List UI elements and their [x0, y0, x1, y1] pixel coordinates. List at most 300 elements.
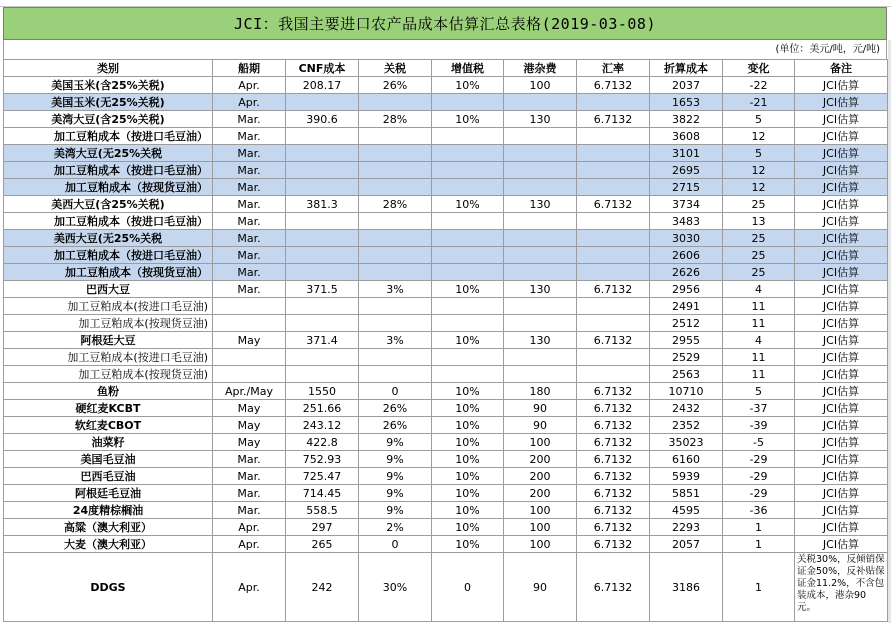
- cell-exchange-rate[interactable]: [577, 264, 650, 281]
- cell-cnf-cost[interactable]: [286, 349, 359, 366]
- cell-change[interactable]: 5: [723, 111, 795, 128]
- cell-tariff[interactable]: 28%: [359, 196, 432, 213]
- cell-port-fee[interactable]: [504, 94, 577, 111]
- cell-port-fee[interactable]: [504, 247, 577, 264]
- cell-remarks[interactable]: JCI估算: [795, 298, 888, 315]
- cell-remarks[interactable]: JCI估算: [795, 536, 888, 553]
- cell-cnf-cost[interactable]: 422.8: [286, 434, 359, 451]
- cell-cnf-cost[interactable]: [286, 264, 359, 281]
- cell-cnf-cost[interactable]: 242: [286, 553, 359, 622]
- cell-tariff[interactable]: 3%: [359, 332, 432, 349]
- cell-exchange-rate[interactable]: 6.7132: [577, 281, 650, 298]
- cell-tariff[interactable]: [359, 264, 432, 281]
- cell-remarks[interactable]: JCI估算: [795, 332, 888, 349]
- cell-remarks[interactable]: JCI估算: [795, 451, 888, 468]
- cell-converted-cost[interactable]: 2037: [650, 77, 723, 94]
- cell-exchange-rate[interactable]: [577, 94, 650, 111]
- cell-shipment[interactable]: May: [213, 417, 286, 434]
- cell-cnf-cost[interactable]: 208.17: [286, 77, 359, 94]
- cell-exchange-rate[interactable]: 6.7132: [577, 434, 650, 451]
- cell-category[interactable]: 美湾大豆(含25%关税): [4, 111, 213, 128]
- cell-port-fee[interactable]: 100: [504, 519, 577, 536]
- cell-tariff[interactable]: 2%: [359, 519, 432, 536]
- cell-category[interactable]: 加工豆粕成本（按现货豆油）: [4, 179, 213, 196]
- cell-cnf-cost[interactable]: [286, 162, 359, 179]
- cell-shipment[interactable]: Apr.: [213, 553, 286, 622]
- cell-remarks[interactable]: JCI估算: [795, 349, 888, 366]
- cell-port-fee[interactable]: 200: [504, 485, 577, 502]
- cell-exchange-rate[interactable]: 6.7132: [577, 519, 650, 536]
- cell-vat[interactable]: 10%: [432, 196, 504, 213]
- cell-remarks[interactable]: JCI估算: [795, 128, 888, 145]
- cell-shipment[interactable]: Mar.: [213, 451, 286, 468]
- cell-shipment[interactable]: Mar.: [213, 213, 286, 230]
- cell-tariff[interactable]: [359, 366, 432, 383]
- cell-tariff[interactable]: 9%: [359, 451, 432, 468]
- cell-exchange-rate[interactable]: [577, 230, 650, 247]
- cell-converted-cost[interactable]: 3186: [650, 553, 723, 622]
- cell-shipment[interactable]: Mar.: [213, 468, 286, 485]
- cell-exchange-rate[interactable]: 6.7132: [577, 383, 650, 400]
- cell-port-fee[interactable]: [504, 162, 577, 179]
- cell-category[interactable]: 加工豆粕成本（按现货豆油）: [4, 264, 213, 281]
- cell-shipment[interactable]: Mar.: [213, 485, 286, 502]
- cell-port-fee[interactable]: [504, 179, 577, 196]
- cell-tariff[interactable]: [359, 247, 432, 264]
- cell-category[interactable]: 加工豆粕成本（按进口毛豆油）: [4, 128, 213, 145]
- cell-remarks[interactable]: JCI估算: [795, 519, 888, 536]
- cell-tariff[interactable]: [359, 298, 432, 315]
- cell-cnf-cost[interactable]: [286, 179, 359, 196]
- cell-port-fee[interactable]: [504, 145, 577, 162]
- cell-vat[interactable]: 0: [432, 553, 504, 622]
- cell-cnf-cost[interactable]: [286, 366, 359, 383]
- cell-category[interactable]: 美国玉米(无25%关税): [4, 94, 213, 111]
- cell-converted-cost[interactable]: 6160: [650, 451, 723, 468]
- cell-port-fee[interactable]: 100: [504, 502, 577, 519]
- cell-change[interactable]: 12: [723, 128, 795, 145]
- cell-change[interactable]: 11: [723, 349, 795, 366]
- cell-change[interactable]: 25: [723, 247, 795, 264]
- cell-converted-cost[interactable]: 3483: [650, 213, 723, 230]
- cell-tariff[interactable]: 26%: [359, 77, 432, 94]
- cell-tariff[interactable]: 9%: [359, 485, 432, 502]
- cell-tariff[interactable]: [359, 128, 432, 145]
- cell-port-fee[interactable]: [504, 366, 577, 383]
- cell-converted-cost[interactable]: 2512: [650, 315, 723, 332]
- cell-port-fee[interactable]: [504, 298, 577, 315]
- cell-converted-cost[interactable]: 2626: [650, 264, 723, 281]
- cell-category[interactable]: 鱼粉: [4, 383, 213, 400]
- cell-converted-cost[interactable]: 5851: [650, 485, 723, 502]
- cell-vat[interactable]: 10%: [432, 502, 504, 519]
- cell-converted-cost[interactable]: 3734: [650, 196, 723, 213]
- cell-exchange-rate[interactable]: [577, 247, 650, 264]
- cell-shipment[interactable]: Mar.: [213, 179, 286, 196]
- cell-shipment[interactable]: Mar.: [213, 502, 286, 519]
- cell-tariff[interactable]: [359, 162, 432, 179]
- cell-category[interactable]: 加工豆粕成本（按进口毛豆油）: [4, 247, 213, 264]
- cell-port-fee[interactable]: 100: [504, 434, 577, 451]
- cell-converted-cost[interactable]: 2432: [650, 400, 723, 417]
- cell-port-fee[interactable]: 90: [504, 553, 577, 622]
- cell-exchange-rate[interactable]: 6.7132: [577, 553, 650, 622]
- cell-exchange-rate[interactable]: 6.7132: [577, 332, 650, 349]
- cell-cnf-cost[interactable]: [286, 213, 359, 230]
- cell-shipment[interactable]: [213, 298, 286, 315]
- cell-tariff[interactable]: 9%: [359, 468, 432, 485]
- cell-exchange-rate[interactable]: 6.7132: [577, 502, 650, 519]
- cell-remarks[interactable]: JCI估算: [795, 485, 888, 502]
- cell-converted-cost[interactable]: 4595: [650, 502, 723, 519]
- cell-exchange-rate[interactable]: [577, 213, 650, 230]
- cell-remarks[interactable]: JCI估算: [795, 213, 888, 230]
- cell-remarks[interactable]: JCI估算: [795, 145, 888, 162]
- cell-change[interactable]: -29: [723, 468, 795, 485]
- header-converted-cost[interactable]: 折算成本: [650, 60, 723, 77]
- cell-shipment[interactable]: Mar.: [213, 196, 286, 213]
- cell-converted-cost[interactable]: 2057: [650, 536, 723, 553]
- cell-cnf-cost[interactable]: [286, 145, 359, 162]
- cell-cnf-cost[interactable]: [286, 298, 359, 315]
- cell-shipment[interactable]: May: [213, 332, 286, 349]
- cell-tariff[interactable]: 9%: [359, 434, 432, 451]
- cell-change[interactable]: 4: [723, 281, 795, 298]
- cell-tariff[interactable]: 30%: [359, 553, 432, 622]
- cell-shipment[interactable]: Apr.: [213, 94, 286, 111]
- cell-port-fee[interactable]: [504, 230, 577, 247]
- cell-change[interactable]: 25: [723, 196, 795, 213]
- cell-shipment[interactable]: Apr.: [213, 77, 286, 94]
- cell-category[interactable]: 美国玉米(含25%关税): [4, 77, 213, 94]
- cell-cnf-cost[interactable]: 1550: [286, 383, 359, 400]
- cell-shipment[interactable]: Mar.: [213, 264, 286, 281]
- cell-change[interactable]: -36: [723, 502, 795, 519]
- cell-remarks[interactable]: 关税30%，反倾销保证金50%，反补贴保证金11.2%，不含包装成本，港杂90元。: [795, 553, 888, 622]
- cell-converted-cost[interactable]: 2695: [650, 162, 723, 179]
- cell-shipment[interactable]: [213, 349, 286, 366]
- cell-port-fee[interactable]: 130: [504, 281, 577, 298]
- cell-converted-cost[interactable]: 35023: [650, 434, 723, 451]
- cell-tariff[interactable]: [359, 145, 432, 162]
- cell-converted-cost[interactable]: 2563: [650, 366, 723, 383]
- cell-category[interactable]: 加工豆粕成本(按进口毛豆油): [4, 349, 213, 366]
- cell-converted-cost[interactable]: 3608: [650, 128, 723, 145]
- cell-exchange-rate[interactable]: [577, 162, 650, 179]
- cell-tariff[interactable]: [359, 349, 432, 366]
- cell-remarks[interactable]: JCI估算: [795, 196, 888, 213]
- cell-change[interactable]: 12: [723, 162, 795, 179]
- cell-cnf-cost[interactable]: 752.93: [286, 451, 359, 468]
- cell-exchange-rate[interactable]: 6.7132: [577, 400, 650, 417]
- cell-change[interactable]: -29: [723, 485, 795, 502]
- cell-vat[interactable]: 10%: [432, 451, 504, 468]
- cell-exchange-rate[interactable]: [577, 298, 650, 315]
- cell-exchange-rate[interactable]: [577, 315, 650, 332]
- cell-converted-cost[interactable]: 2955: [650, 332, 723, 349]
- cell-change[interactable]: -37: [723, 400, 795, 417]
- cell-vat[interactable]: 10%: [432, 485, 504, 502]
- cell-change[interactable]: 12: [723, 179, 795, 196]
- cell-exchange-rate[interactable]: 6.7132: [577, 485, 650, 502]
- cell-exchange-rate[interactable]: 6.7132: [577, 196, 650, 213]
- cell-change[interactable]: -22: [723, 77, 795, 94]
- cell-remarks[interactable]: JCI估算: [795, 77, 888, 94]
- cell-vat[interactable]: 10%: [432, 111, 504, 128]
- cell-remarks[interactable]: JCI估算: [795, 400, 888, 417]
- header-tariff[interactable]: 关税: [359, 60, 432, 77]
- cell-exchange-rate[interactable]: 6.7132: [577, 451, 650, 468]
- cell-cnf-cost[interactable]: [286, 315, 359, 332]
- cell-category[interactable]: 高粱（澳大利亚）: [4, 519, 213, 536]
- cell-vat[interactable]: 10%: [432, 77, 504, 94]
- cell-remarks[interactable]: JCI估算: [795, 417, 888, 434]
- cell-port-fee[interactable]: 130: [504, 332, 577, 349]
- cell-change[interactable]: -21: [723, 94, 795, 111]
- cell-remarks[interactable]: JCI估算: [795, 281, 888, 298]
- cell-exchange-rate[interactable]: 6.7132: [577, 417, 650, 434]
- cell-vat[interactable]: [432, 94, 504, 111]
- cell-vat[interactable]: 10%: [432, 417, 504, 434]
- cell-change[interactable]: 5: [723, 383, 795, 400]
- cell-shipment[interactable]: Mar.: [213, 281, 286, 298]
- cell-exchange-rate[interactable]: [577, 145, 650, 162]
- cell-shipment[interactable]: May: [213, 434, 286, 451]
- cell-tariff[interactable]: [359, 213, 432, 230]
- cell-category[interactable]: 阿根廷大豆: [4, 332, 213, 349]
- cell-port-fee[interactable]: 200: [504, 451, 577, 468]
- cell-converted-cost[interactable]: 3030: [650, 230, 723, 247]
- header-remarks[interactable]: 备注: [795, 60, 888, 77]
- cell-remarks[interactable]: JCI估算: [795, 366, 888, 383]
- cell-vat[interactable]: [432, 349, 504, 366]
- cell-category[interactable]: 加工豆粕成本（按进口毛豆油）: [4, 213, 213, 230]
- cell-category[interactable]: 巴西毛豆油: [4, 468, 213, 485]
- cell-cnf-cost[interactable]: 297: [286, 519, 359, 536]
- cell-cnf-cost[interactable]: [286, 230, 359, 247]
- cell-cnf-cost[interactable]: 558.5: [286, 502, 359, 519]
- cell-exchange-rate[interactable]: [577, 179, 650, 196]
- cell-port-fee[interactable]: [504, 264, 577, 281]
- cell-port-fee[interactable]: 90: [504, 400, 577, 417]
- cell-converted-cost[interactable]: 2956: [650, 281, 723, 298]
- cell-remarks[interactable]: JCI估算: [795, 264, 888, 281]
- cell-remarks[interactable]: JCI估算: [795, 434, 888, 451]
- cell-remarks[interactable]: JCI估算: [795, 111, 888, 128]
- cell-remarks[interactable]: JCI估算: [795, 502, 888, 519]
- cell-port-fee[interactable]: 100: [504, 536, 577, 553]
- cell-vat[interactable]: [432, 247, 504, 264]
- cell-tariff[interactable]: 28%: [359, 111, 432, 128]
- cell-change[interactable]: -29: [723, 451, 795, 468]
- cell-remarks[interactable]: JCI估算: [795, 247, 888, 264]
- cell-shipment[interactable]: May: [213, 400, 286, 417]
- cell-change[interactable]: 25: [723, 230, 795, 247]
- cell-change[interactable]: 11: [723, 315, 795, 332]
- cell-category[interactable]: 加工豆粕成本(按进口毛豆油): [4, 298, 213, 315]
- cell-converted-cost[interactable]: 1653: [650, 94, 723, 111]
- cell-change[interactable]: -39: [723, 417, 795, 434]
- cell-vat[interactable]: 10%: [432, 332, 504, 349]
- cell-port-fee[interactable]: 200: [504, 468, 577, 485]
- cell-port-fee[interactable]: [504, 128, 577, 145]
- cell-category[interactable]: 美西大豆(含25%关税): [4, 196, 213, 213]
- cell-category[interactable]: 油菜籽: [4, 434, 213, 451]
- cell-shipment[interactable]: [213, 366, 286, 383]
- header-change[interactable]: 变化: [723, 60, 795, 77]
- cell-change[interactable]: 1: [723, 536, 795, 553]
- cell-change[interactable]: 13: [723, 213, 795, 230]
- cell-shipment[interactable]: Mar.: [213, 230, 286, 247]
- cell-cnf-cost[interactable]: 714.45: [286, 485, 359, 502]
- cell-vat[interactable]: [432, 179, 504, 196]
- cell-shipment[interactable]: Apr.: [213, 536, 286, 553]
- cell-category[interactable]: 硬红麦KCBT: [4, 400, 213, 417]
- cell-exchange-rate[interactable]: 6.7132: [577, 111, 650, 128]
- header-category[interactable]: 类别: [4, 60, 213, 77]
- cell-cnf-cost[interactable]: [286, 247, 359, 264]
- cell-tariff[interactable]: 0: [359, 383, 432, 400]
- cell-change[interactable]: 11: [723, 366, 795, 383]
- cell-vat[interactable]: [432, 298, 504, 315]
- cell-category[interactable]: 美西大豆(无25%关税: [4, 230, 213, 247]
- cell-tariff[interactable]: 3%: [359, 281, 432, 298]
- cell-shipment[interactable]: Mar.: [213, 145, 286, 162]
- cell-cnf-cost[interactable]: 243.12: [286, 417, 359, 434]
- cell-vat[interactable]: [432, 315, 504, 332]
- header-shipment[interactable]: 船期: [213, 60, 286, 77]
- cell-vat[interactable]: 10%: [432, 519, 504, 536]
- cell-shipment[interactable]: Apr.: [213, 519, 286, 536]
- cell-vat[interactable]: [432, 128, 504, 145]
- cell-change[interactable]: 5: [723, 145, 795, 162]
- cell-exchange-rate[interactable]: 6.7132: [577, 536, 650, 553]
- cell-port-fee[interactable]: 180: [504, 383, 577, 400]
- cell-vat[interactable]: 10%: [432, 468, 504, 485]
- cell-tariff[interactable]: [359, 94, 432, 111]
- cell-vat[interactable]: 10%: [432, 434, 504, 451]
- cell-vat[interactable]: 10%: [432, 383, 504, 400]
- cell-cnf-cost[interactable]: 265: [286, 536, 359, 553]
- cell-cnf-cost[interactable]: 725.47: [286, 468, 359, 485]
- cell-category[interactable]: 巴西大豆: [4, 281, 213, 298]
- cell-change[interactable]: 4: [723, 332, 795, 349]
- cell-converted-cost[interactable]: 10710: [650, 383, 723, 400]
- cell-converted-cost[interactable]: 2293: [650, 519, 723, 536]
- cell-remarks[interactable]: JCI估算: [795, 468, 888, 485]
- cell-converted-cost[interactable]: 2352: [650, 417, 723, 434]
- cell-vat[interactable]: [432, 162, 504, 179]
- header-port-fee[interactable]: 港杂费: [504, 60, 577, 77]
- cell-remarks[interactable]: JCI估算: [795, 230, 888, 247]
- cell-cnf-cost[interactable]: 371.5: [286, 281, 359, 298]
- header-exchange-rate[interactable]: 汇率: [577, 60, 650, 77]
- cell-exchange-rate[interactable]: [577, 128, 650, 145]
- cell-cnf-cost[interactable]: 381.3: [286, 196, 359, 213]
- cell-category[interactable]: 美湾大豆(无25%关税: [4, 145, 213, 162]
- cell-converted-cost[interactable]: 2715: [650, 179, 723, 196]
- cell-tariff[interactable]: [359, 179, 432, 196]
- cell-port-fee[interactable]: 130: [504, 111, 577, 128]
- cell-remarks[interactable]: JCI估算: [795, 162, 888, 179]
- cell-cnf-cost[interactable]: [286, 128, 359, 145]
- cell-tariff[interactable]: [359, 315, 432, 332]
- cell-converted-cost[interactable]: 2606: [650, 247, 723, 264]
- cell-category[interactable]: DDGS: [4, 553, 213, 622]
- cell-shipment[interactable]: Mar.: [213, 128, 286, 145]
- cell-vat[interactable]: [432, 213, 504, 230]
- cell-category[interactable]: 24度精棕榈油: [4, 502, 213, 519]
- cell-remarks[interactable]: JCI估算: [795, 94, 888, 111]
- cell-tariff[interactable]: 26%: [359, 400, 432, 417]
- cell-port-fee[interactable]: 100: [504, 77, 577, 94]
- cell-vat[interactable]: 10%: [432, 536, 504, 553]
- cell-vat[interactable]: [432, 230, 504, 247]
- cell-port-fee[interactable]: [504, 315, 577, 332]
- cell-remarks[interactable]: JCI估算: [795, 179, 888, 196]
- cell-vat[interactable]: [432, 145, 504, 162]
- header-vat[interactable]: 增值税: [432, 60, 504, 77]
- cell-change[interactable]: 25: [723, 264, 795, 281]
- cell-shipment[interactable]: Mar.: [213, 162, 286, 179]
- cell-tariff[interactable]: 26%: [359, 417, 432, 434]
- cell-category[interactable]: 加工豆粕成本(按现货豆油): [4, 366, 213, 383]
- cell-cnf-cost[interactable]: [286, 94, 359, 111]
- cell-exchange-rate[interactable]: [577, 349, 650, 366]
- cell-shipment[interactable]: Apr./May: [213, 383, 286, 400]
- cell-shipment[interactable]: [213, 315, 286, 332]
- cell-cnf-cost[interactable]: 390.6: [286, 111, 359, 128]
- cell-vat[interactable]: 10%: [432, 400, 504, 417]
- cell-remarks[interactable]: JCI估算: [795, 315, 888, 332]
- cell-tariff[interactable]: [359, 230, 432, 247]
- cell-converted-cost[interactable]: 3101: [650, 145, 723, 162]
- cell-converted-cost[interactable]: 2529: [650, 349, 723, 366]
- cell-converted-cost[interactable]: 3822: [650, 111, 723, 128]
- cell-port-fee[interactable]: [504, 349, 577, 366]
- cell-exchange-rate[interactable]: 6.7132: [577, 468, 650, 485]
- cell-shipment[interactable]: Mar.: [213, 111, 286, 128]
- cell-converted-cost[interactable]: 5939: [650, 468, 723, 485]
- cell-category[interactable]: 软红麦CBOT: [4, 417, 213, 434]
- cell-category[interactable]: 阿根廷毛豆油: [4, 485, 213, 502]
- cell-vat[interactable]: [432, 366, 504, 383]
- cell-category[interactable]: 加工豆粕成本（按进口毛豆油）: [4, 162, 213, 179]
- cell-tariff[interactable]: 0: [359, 536, 432, 553]
- cell-cnf-cost[interactable]: 251.66: [286, 400, 359, 417]
- cell-change[interactable]: -5: [723, 434, 795, 451]
- cell-shipment[interactable]: Mar.: [213, 247, 286, 264]
- cell-exchange-rate[interactable]: [577, 366, 650, 383]
- cell-category[interactable]: 大麦（澳大利亚）: [4, 536, 213, 553]
- cell-port-fee[interactable]: 130: [504, 196, 577, 213]
- cell-port-fee[interactable]: [504, 213, 577, 230]
- cell-tariff[interactable]: 9%: [359, 502, 432, 519]
- cell-change[interactable]: 1: [723, 553, 795, 622]
- cell-change[interactable]: 11: [723, 298, 795, 315]
- header-cnf-cost[interactable]: CNF成本: [286, 60, 359, 77]
- cell-remarks[interactable]: JCI估算: [795, 383, 888, 400]
- cell-port-fee[interactable]: 90: [504, 417, 577, 434]
- cell-category[interactable]: 加工豆粕成本(按现货豆油): [4, 315, 213, 332]
- cell-vat[interactable]: 10%: [432, 281, 504, 298]
- cell-vat[interactable]: [432, 264, 504, 281]
- cell-cnf-cost[interactable]: 371.4: [286, 332, 359, 349]
- cell-category[interactable]: 美国毛豆油: [4, 451, 213, 468]
- cell-change[interactable]: 1: [723, 519, 795, 536]
- cell-exchange-rate[interactable]: 6.7132: [577, 77, 650, 94]
- cell-converted-cost[interactable]: 2491: [650, 298, 723, 315]
